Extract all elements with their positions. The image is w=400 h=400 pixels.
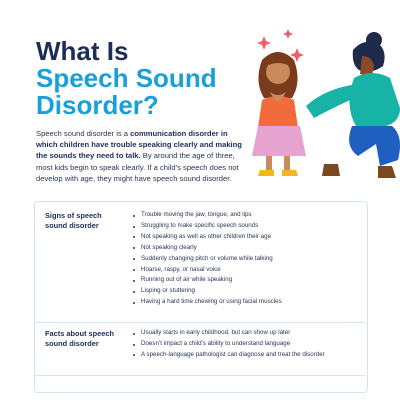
intro-definition: communication disorder in which children have trouble speaking clearly and making the sounds they need to talk. — [36, 129, 242, 161]
list-item: Not speaking as well as other children their age — [133, 232, 282, 243]
list-item: Suddenly changing pitch or volume while talking — [133, 254, 282, 265]
list-item: Struggling to make specific speech sounds — [133, 221, 282, 232]
list-item: Running out of air while speaking — [133, 275, 282, 286]
section-divider — [35, 322, 365, 323]
signs-list — [133, 210, 282, 308]
intro-prefix: Speech sound disorder is a — [36, 129, 131, 138]
list-item: Trouble moving the jaw, tongue, and lips — [133, 210, 282, 221]
facts-list — [133, 328, 325, 361]
page-title — [36, 38, 217, 119]
list-item: Having a hard time chewing or using facial muscles — [133, 297, 282, 308]
list-item: Usually starts in early childhood, but can show up later — [133, 328, 325, 339]
intro-rest: By around the age of three, most kids begin to speak clearly. If a child’s speech does not develop with age, they might have speech sound disorder. — [36, 151, 239, 183]
title-line-1: What Is — [36, 36, 129, 66]
intro-paragraph — [36, 128, 246, 184]
child-and-adult-illustration — [240, 26, 400, 186]
title-line-2: Speech Sound — [36, 63, 217, 93]
title-line-3: Disorder? — [36, 90, 159, 120]
list-item: A speech-language pathologist can diagnose and treat the disorder — [133, 350, 325, 361]
list-item: Lisping or stuttering — [133, 286, 282, 297]
section-divider — [35, 375, 365, 376]
child-figure — [252, 52, 306, 176]
signs-heading: Signs of speech sound disorder — [45, 211, 102, 230]
facts-heading: Facts about speech sound disorder — [45, 329, 114, 348]
list-item: Hoarse, raspy, or nasal voice — [133, 265, 282, 276]
adult-figure — [306, 32, 400, 178]
list-item: Not speaking clearly — [133, 243, 282, 254]
info-panel — [34, 201, 368, 393]
list-item: Doesn’t impact a child’s ability to understand language — [133, 339, 325, 350]
